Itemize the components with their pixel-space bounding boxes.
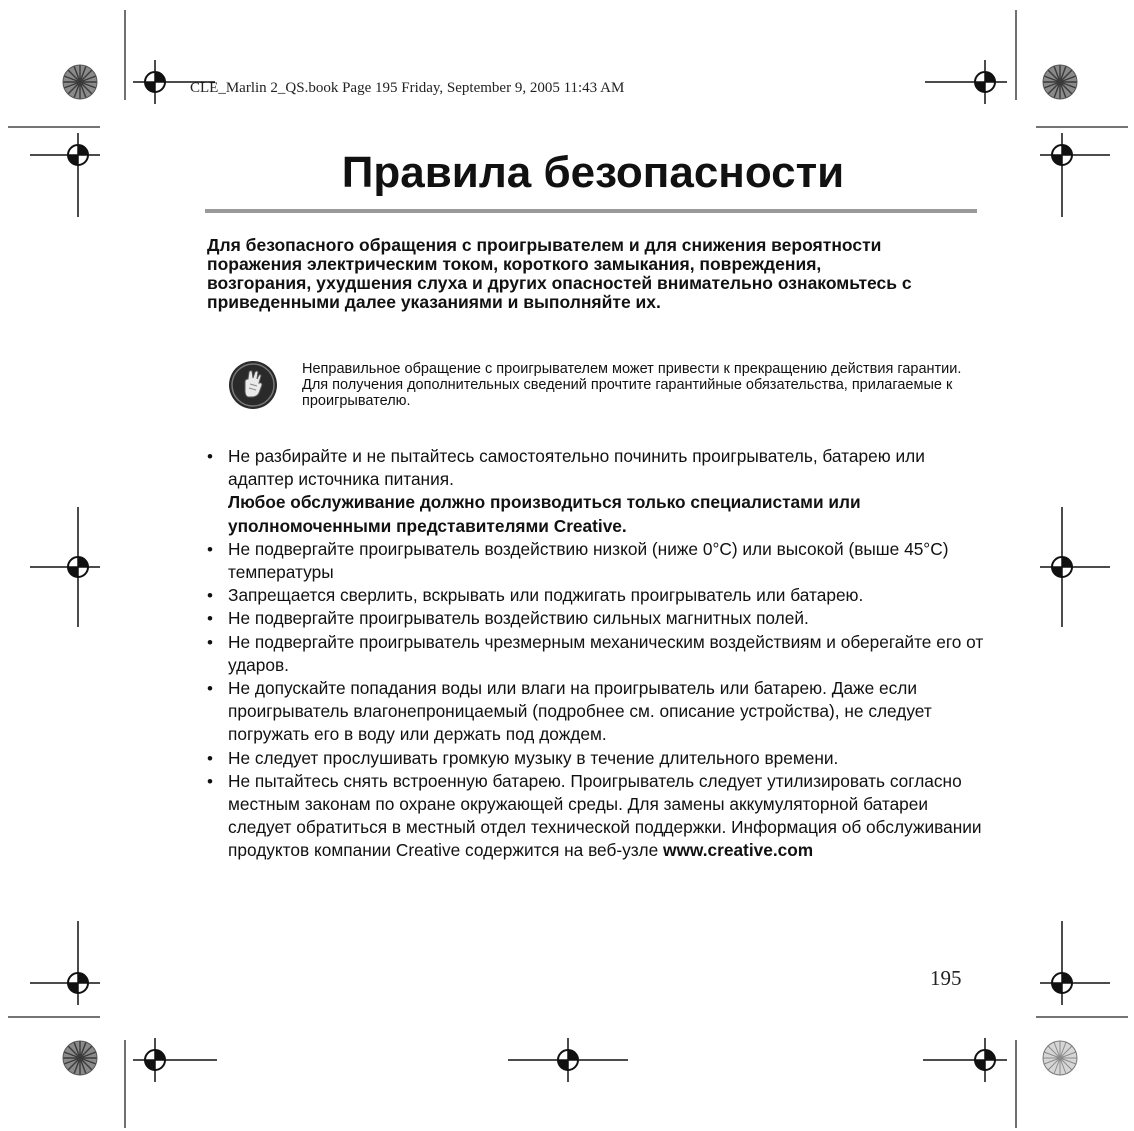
list-item: • Не подвергайте проигрыватель воздействию низкой (ниже 0°C) или высокой (выше 45°C) температуры bbox=[207, 538, 949, 583]
note-hand-icon bbox=[228, 360, 278, 410]
rule-text: Не подвергайте проигрыватель воздействию сильных магнитных полей. bbox=[228, 608, 809, 629]
list-item: • Не подвергайте проигрыватель чрезмерным механическим воздействиям и оберегайте его от ударов. bbox=[207, 631, 984, 675]
note-line-2: Для получения дополнительных сведений прочтите гарантийные обязательства, прилагаемые к проигрывателю. bbox=[302, 377, 953, 409]
rule-text: Не подвергайте проигрыватель чрезмерным механическим воздействиям и оберегайте его от ударов. bbox=[228, 631, 984, 675]
rule-text: Не следует прослушивать громкую музыку в течение длительного времени. bbox=[228, 747, 839, 768]
rule-text: Не пытайтесь снять встроенную батарею. Проигрыватель следует утилизировать согласно местным законам по охране окружающей среды. Для замены аккумуляторной батареи следует обратиться в местный отдел технической поддержки. Информация об обслуживании продуктов компании Creative содержится на веб-узле bbox=[228, 770, 982, 861]
note-line-1: Неправильное обращение с проигрывателем может привести к прекращению действия гарантии. bbox=[302, 361, 962, 377]
page-title: Правила безопасности bbox=[341, 148, 845, 197]
list-item: • Не разбирайте и не пытайтесь самостоятельно починить проигрыватель, батарею или адаптер источника питания. Любое обслуживание должно производиться только специалистами или уполномоченными представителями Creative. bbox=[207, 446, 925, 536]
rule-text: Запрещается сверлить, вскрывать или поджигать проигрыватель или батарею. bbox=[228, 585, 864, 606]
rule-text: Не допускайте попадания воды или влаги на проигрыватель или батарею. Даже если проигрыватель влагонепроницаемый (подробнее см. описание устройства), не следует погружать его в воду или держать под дождем. bbox=[228, 678, 932, 745]
website-link[interactable]: www.creative.com bbox=[663, 840, 814, 861]
intro-paragraph: Для безопасного обращения с проигрывателем и для снижения вероятности поражения электрическим током, короткого замыкания, повреждения, возгорания, ухудшения слуха и других опасностей внимательно ознакомьтесь с приведенными далее указаниями и выполняйте их. bbox=[207, 235, 912, 312]
list-item: • Не допускайте попадания воды или влаги на проигрыватель или батарею. Даже если проигрыватель влагонепроницаемый (подробнее см. описание устройства), не следует погружать его в воду или держать под дождем. bbox=[207, 678, 932, 745]
page-number: 195 bbox=[930, 966, 962, 990]
list-item: • Не пытайтесь снять встроенную батарею. Проигрыватель следует утилизировать согласно местным законам по охране окружающей среды. Для замены аккумуляторной батареи следует обратиться в местный отдел технической поддержки. Информация об обслуживании продуктов компании Creative содержится на веб-узле www.creative.com bbox=[207, 770, 982, 861]
list-item: • Запрещается сверлить, вскрывать или поджигать проигрыватель или батарею. bbox=[207, 585, 864, 606]
warranty-note bbox=[302, 361, 982, 409]
print-header: CLE_Marlin 2_QS.book Page 195 Friday, September 9, 2005 11:43 AM bbox=[190, 80, 625, 96]
list-item: • Не подвергайте проигрыватель воздействию сильных магнитных полей. bbox=[207, 608, 809, 629]
rule-text: Не разбирайте и не пытайтесь самостоятельно починить проигрыватель, батарею или адаптер источника питания. bbox=[228, 446, 925, 490]
list-item: • Не следует прослушивать громкую музыку в течение длительного времени. bbox=[207, 747, 839, 768]
title-divider bbox=[205, 209, 977, 213]
safety-rules-list bbox=[205, 445, 985, 863]
rule-emphasis: Любое обслуживание должно производиться только специалистами или уполномоченными представителями Creative. bbox=[228, 492, 861, 536]
rule-text: Не подвергайте проигрыватель воздействию низкой (ниже 0°C) или высокой (выше 45°C) температуры bbox=[228, 538, 949, 583]
